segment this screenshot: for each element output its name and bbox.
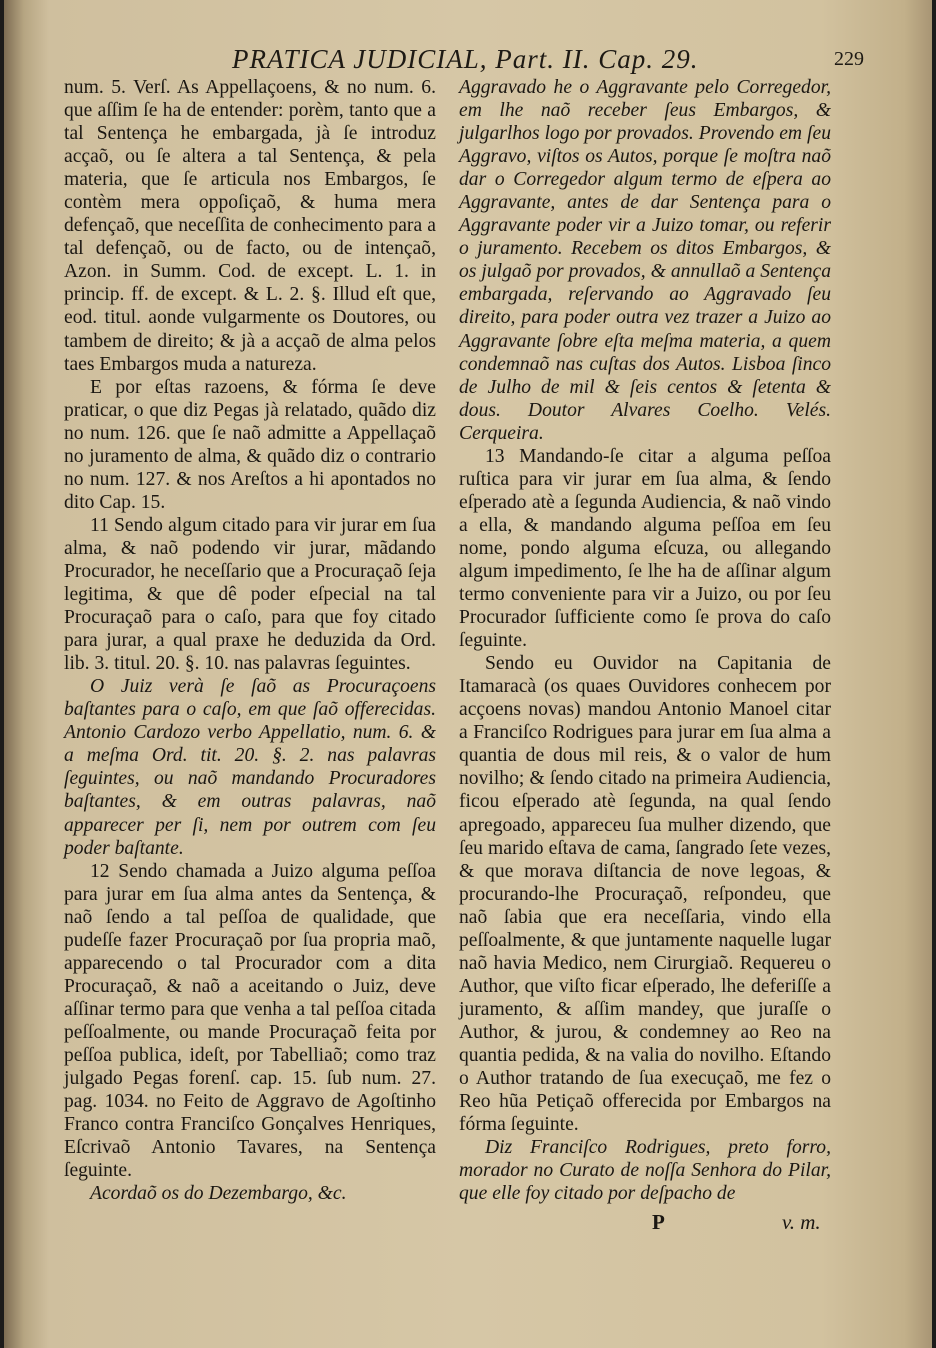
paragraph: num. 5. Verſ. As Appellaçoens, & no num. 6. que aſſim ſe ha de entender: porèm, tanto que a tal Sentença he embargada, jà ſe introduz acçaõ, ou ſe altera a tal Sentença, & pela materia, que ſe articula nos Embargos, ſe contèm mera oppoſiçaõ, & huma mera defençaõ, que neceſſita de conhecimento para a tal defençaõ, ou de facto, ou de intençaõ, Azon. in Summ. Cod. de except. L. 1. in princip. ff. de except. & L. 2. §. Illud eſt que, eod. titul. aonde vulgarmente os Doutores, ou tambem de direito; & jà a acçaõ de alma pelos taes Embargos muda a natureza. xyxy=(64,77,436,375)
book-page xyxy=(4,0,932,1348)
paragraph: Sendo eu Ouvidor na Capitania de Itamaracà (os quaes Ouvidores conhecem por acçoens novas) mandou Antonio Manoel citar a Franciſco Rodrigues para jurar em ſua alma a quantia de dous mil reis, & o valor de hum novilho; & ſendo citado na primeira Audiencia, ficou eſperado atè ſegunda, na qual ſendo apregoado, appareceu ſua mulher dizendo, que ſeu marido eſtava de cama, ſangrado ſete vezes, & que morava diſtancia de nove legoas, & procurando-lhe Procuraçaõ, reſpondeu, que naõ ſabia que era neceſſaria, vindo ella peſſoalmente, & que juntamente naquelle lugar naõ havia Medico, nem Cirurgiaõ. Requereu o Author, que viſto ficar eſperado, lhe deferiſſe a juramento, & aſſim mandey, que juraſſe o Author, & jurou, & condemney ao Reo na quantia pedida, & na valia do novilho. Eſtando o Author tratando de ſua execuçaõ, me fez o Reo hũa Petiçaõ offerecida por Embargos na fórma ſeguinte. xyxy=(459,653,831,1136)
page-footer xyxy=(4,1210,932,1240)
left-column xyxy=(64,76,436,1205)
paragraph: O Juiz verà ſe ſaõ as Procuraçoens baſtantes para o caſo, em que ſaõ offerecidas. Antonio Cardozo verbo Appellatio, num. 6. & a meſma Ord. tit. 20. §. 2. nas palavras ſeguintes, ou naõ mandando Procuradores baſtantes, & em outras palavras, naõ apparecer per ſi, nem por outrem com ſeu poder baſtante. xyxy=(64,676,436,859)
paragraph: 12 Sendo chamada a Juizo alguma peſſoa para jurar em ſua alma antes da Sentença, & naõ ſendo a tal peſſoa de qualidade, que pudeſſe fazer Procuraçaõ por ſua propria maõ, apparecendo o tal Procurador com a dita Procuraçaõ, & naõ a aceitando o Juiz, deve aſſinar termo para que venha a tal peſſoa citada peſſoalmente, ou mande Procuraçaõ feita por peſſoa publica, ideſt, por Tabelliaõ; como traz julgado Pegas forenſ. cap. 15. ſub num. 27. pag. 1034. no Feito de Aggravo de Agoſtinho Francо contra Franciſco Gonçalves Henriques, Eſcrivaõ Antonio Tavares, na Sentença ſeguinte. xyxy=(64,860,436,1182)
paragraph: 11 Sendo algum citado para vir jurar em ſua alma, & naõ podendo vir jurar, mãdando Procurador, he neceſſario que a Procuraçaõ ſeja legitima, & que dê poder eſpecial na tal Procuraçaõ para o caſo, para que foy citado para jurar, a qual praxe he deduzida da Ord. lib. 3. titul. 20. §. 10. nas palavras ſeguintes. xyxy=(64,514,436,675)
page-number: 229 xyxy=(834,48,864,70)
running-header xyxy=(64,40,864,76)
signature-mark: P xyxy=(652,1210,665,1234)
paragraph: Aggravado he o Aggravante pelo Corregedor, em lhe naõ receber ſeus Embargos, & julgarlhos logo por provados. Provendo em ſeu Aggravo, viſtos os Autos, porque ſe moſtra naõ dar o Corregedor algum termo de eſpera ao Aggravante, antes de dar Sentença para o Aggravante poder vir a Juizo tomar, ou referir o juramento. Recebem os ditos Embargos, & os julgaõ por provados, & annullaõ a Sentença embargada, reſervando ao Aggravado ſeu direito, para poder outra vez trazer a Juizo ao Aggravante ſobre eſta meſma materia, a quem condemnaõ nas cuſtas dos Autos. Lisboa ſinco de Julho de mil & ſeis centos & ſetenta & dous. Doutor Alvares Coelho. Velés. Cerqueira. xyxy=(459,77,831,444)
catchword: v. m. xyxy=(782,1210,821,1234)
paragraph: Diz Franciſco Rodrigues, preto forro, morador no Curato de noſſa Senhora do Pilar, que elle foy citado por deſpacho de xyxy=(459,1137,831,1205)
right-column xyxy=(459,76,831,1205)
running-title: PRATICA JUDICIAL, Part. II. Cap. 29. xyxy=(232,44,699,74)
paragraph: Acordaõ os do Dezembargo, &c. xyxy=(90,1183,347,1205)
paragraph: E por eſtas razoens, & fórma ſe deve praticar, o que diz Pegas jà relatado, quãdo diz no num. 126. que ſe naõ admitte a Appellaçaõ no juramento de alma, & quãdo diz o contrario no num. 127. & nos Areſtos a hi apontados no dito Cap. 15. xyxy=(64,376,436,513)
paragraph: 13 Mandando-ſe citar a alguma peſſoa ruſtica para vir jurar em ſua alma, & ſendo eſperado atè a ſegunda Audiencia, & naõ vindo a ella, & mandando alguma peſſoa em ſeu nome, pondo alguma eſcuza, ou allegando algum impedimento, ſe lhe ha de aſſinar algum termo conveniente para vir a Juizo, ou por ſeu Procurador ſufficiente como ſe prova do caſo ſeguinte. xyxy=(459,445,831,652)
